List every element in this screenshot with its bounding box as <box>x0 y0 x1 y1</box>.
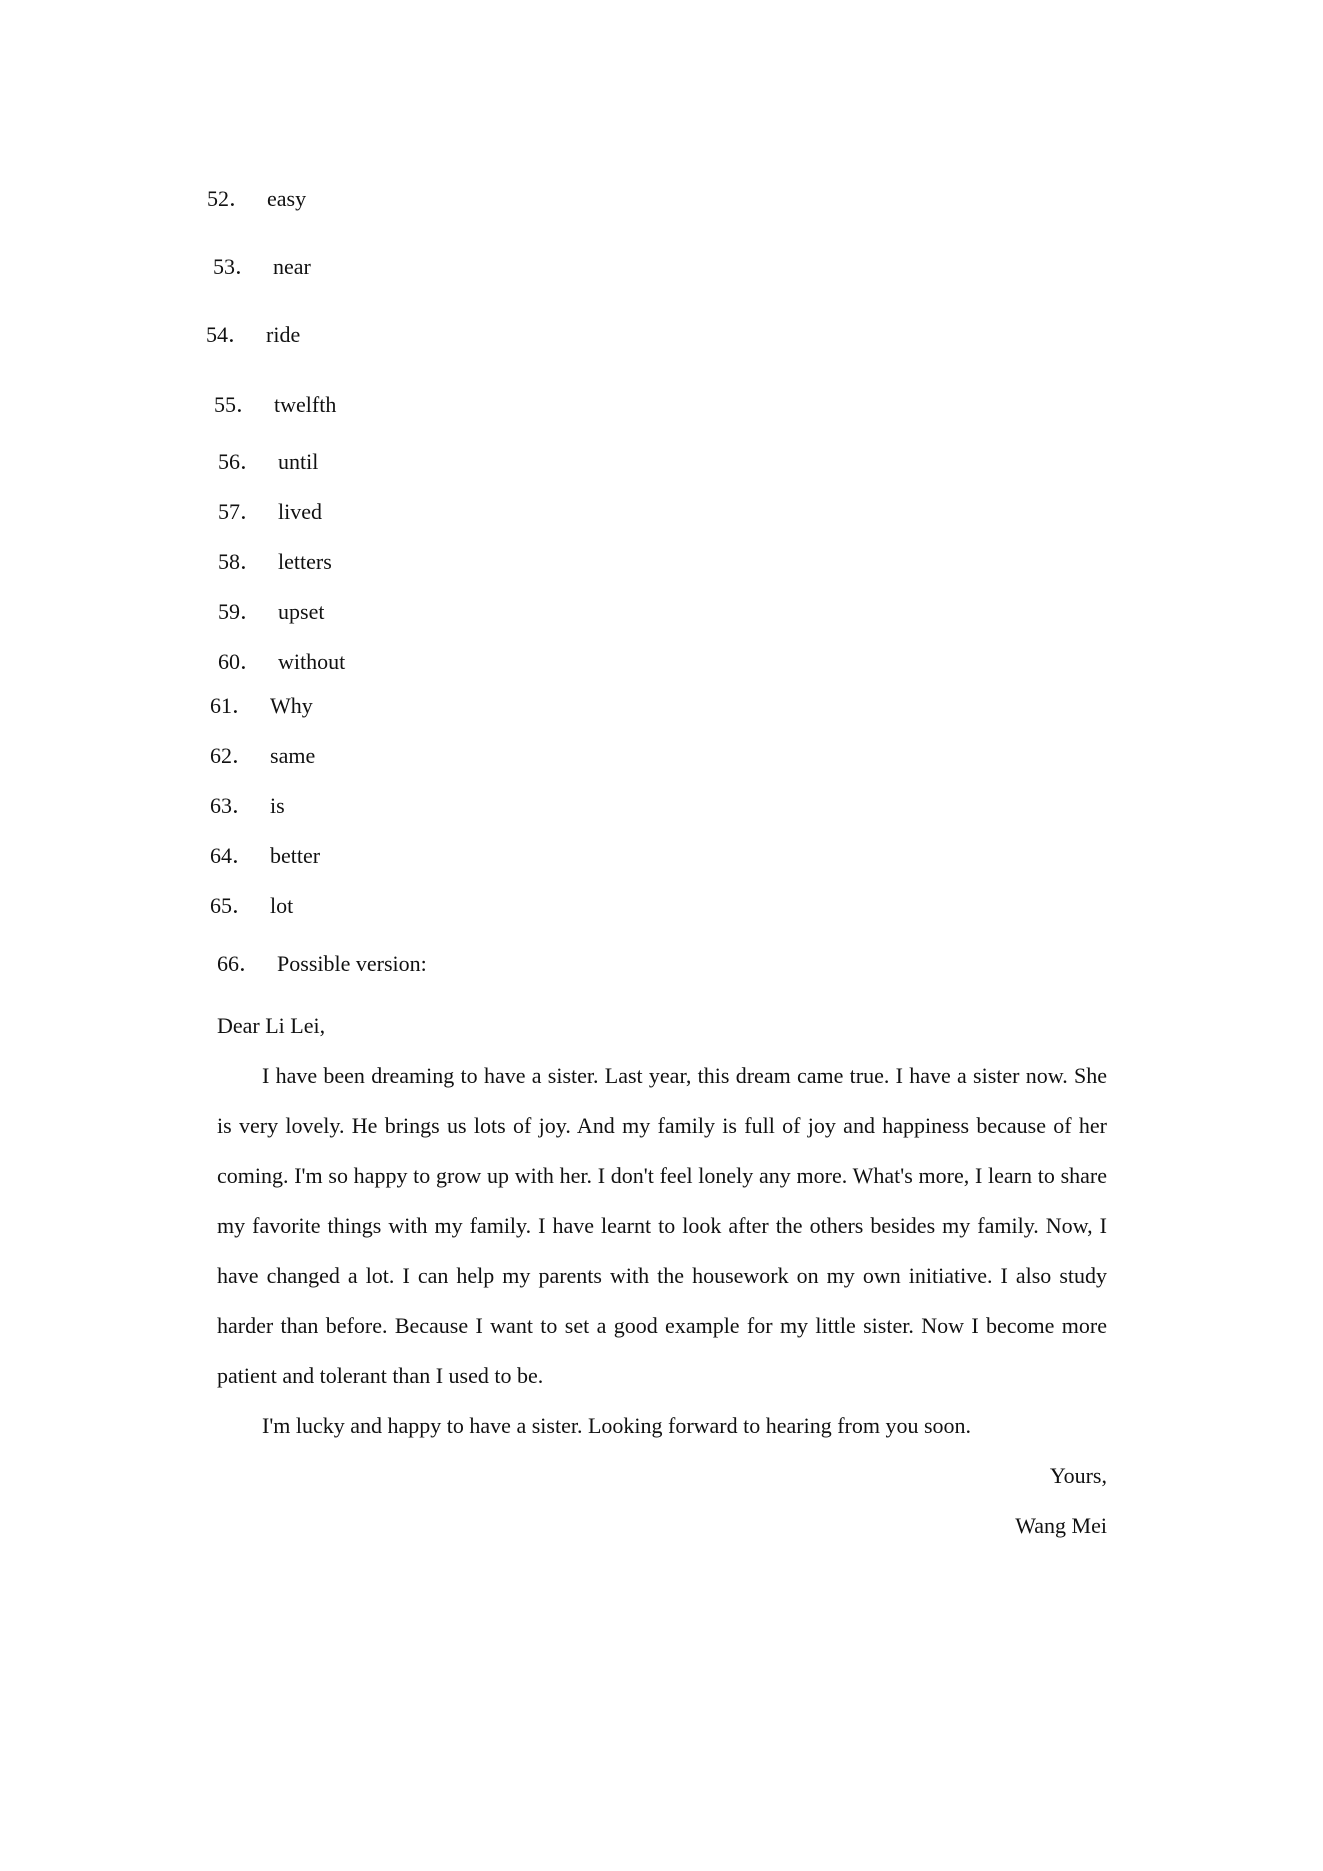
answer-item-56 <box>218 451 318 473</box>
answer-item-54 <box>206 324 300 346</box>
answer-text: until <box>278 449 319 474</box>
answer-number: 62． <box>210 743 255 768</box>
answer-text: without <box>278 649 346 674</box>
answer-text: twelfth <box>274 392 337 417</box>
answer-number: 60． <box>218 649 263 674</box>
answer-number: 52． <box>207 186 252 211</box>
answer-item-65 <box>210 895 293 917</box>
answer-item-61 <box>210 695 313 717</box>
answer-text: is <box>270 793 285 818</box>
answer-item-52 <box>207 188 306 210</box>
answer-text: ride <box>266 322 301 347</box>
letter-signature: Wang Mei <box>1015 1513 1107 1538</box>
answer-text: upset <box>278 599 325 624</box>
answer-text: lived <box>278 499 323 524</box>
answer-text: letters <box>278 549 332 574</box>
letter-paragraph-1: I have been dreaming to have a sister. Last year, this dream came true. I have a sister now. She is very lovely. He brings us lots of joy. And my family is full of joy and happiness because of her coming. I'm so happy to grow up with her. I don't feel lonely any more. What's more, I learn to share my favorite things with my family. I have learnt to look after the others besides my family. Now, I have changed a lot. I can help my parents with the housework on my own initiative. I also study harder than before. Because I want to set a good example for my little sister. Now I become more patient and tolerant than I used to be. <box>217 1063 1107 1388</box>
answer-text: better <box>270 843 321 868</box>
answer-text: lot <box>270 893 294 918</box>
answer-item-53 <box>213 256 311 278</box>
answer-number: 57． <box>218 499 263 524</box>
letter-greeting: Dear Li Lei, <box>217 1013 326 1038</box>
answer-item-64 <box>210 845 320 867</box>
answer-item-55 <box>214 394 336 416</box>
answer-number: 65． <box>210 893 255 918</box>
answer-text: near <box>273 254 311 279</box>
answer-item-66 <box>217 953 427 975</box>
answer-item-60 <box>218 651 345 673</box>
answer-text: easy <box>267 186 307 211</box>
answer-item-59 <box>218 601 324 623</box>
answer-number: 56． <box>218 449 263 474</box>
letter-closing: Yours, <box>1049 1463 1107 1488</box>
answer-number: 63． <box>210 793 255 818</box>
sample-letter <box>217 1001 1107 1551</box>
answer-number: 55． <box>214 392 259 417</box>
answer-text: Why <box>270 693 313 718</box>
answer-text: Possible version: <box>277 951 427 976</box>
answer-item-57 <box>218 501 322 523</box>
answer-number: 61． <box>210 693 255 718</box>
answer-number: 66． <box>217 951 262 976</box>
answer-number: 58． <box>218 549 263 574</box>
answer-item-63 <box>210 795 285 817</box>
answer-item-62 <box>210 745 315 767</box>
letter-paragraph-2: I'm lucky and happy to have a sister. Looking forward to hearing from you soon. <box>262 1413 972 1438</box>
answer-number: 53． <box>213 254 258 279</box>
answer-number: 64． <box>210 843 255 868</box>
answer-text: same <box>270 743 316 768</box>
answer-item-58 <box>218 551 332 573</box>
answer-number: 59． <box>218 599 263 624</box>
answer-number: 54． <box>206 322 251 347</box>
